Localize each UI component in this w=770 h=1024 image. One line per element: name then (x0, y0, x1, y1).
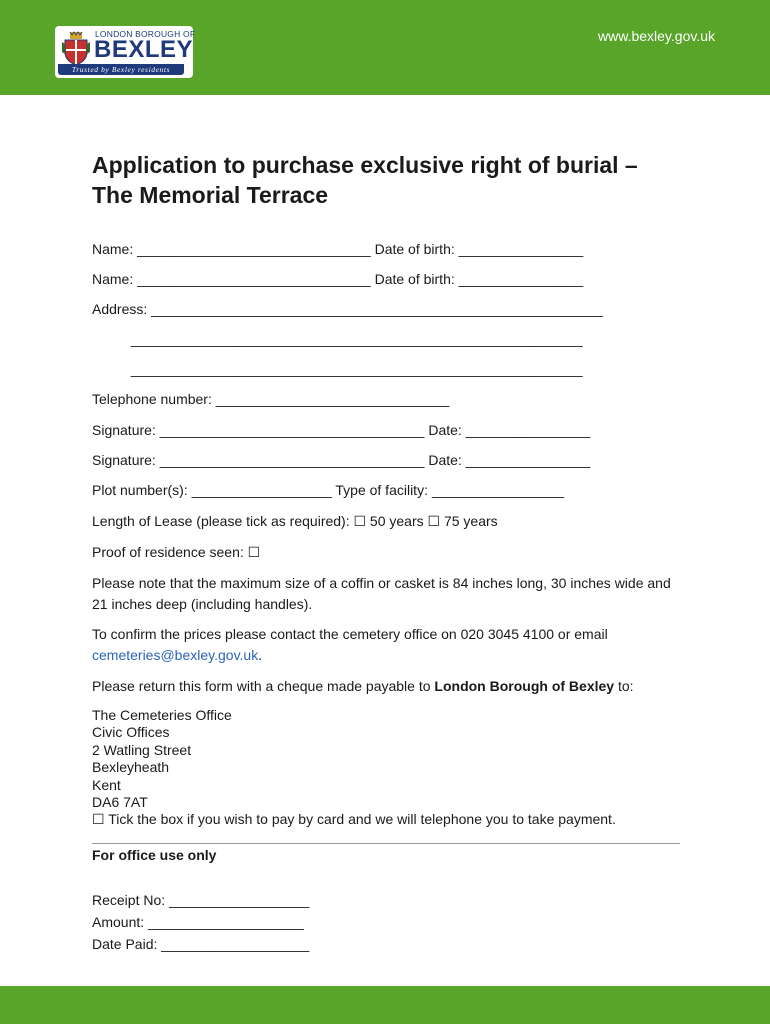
lease-checkboxes[interactable]: Length of Lease (please tick as required): ☐ 50 years ☐ 75 years (92, 513, 498, 529)
name-field-2[interactable]: Name: ______________________________ Date of birth: ________________ (92, 271, 584, 287)
site-url-link[interactable]: www.bexley.gov.uk (598, 28, 715, 44)
name-field-1[interactable]: Name: ______________________________ Date of birth: ________________ (92, 241, 584, 257)
office-use-title: For office use only (92, 847, 217, 863)
logo-strapline: Trusted by Bexley residents (58, 64, 184, 75)
address-field-1[interactable]: Address: __________________________________________________________ (92, 301, 603, 317)
address-line: Civic Offices (92, 724, 170, 741)
office-use-divider (92, 843, 680, 844)
return-end: to: (614, 678, 634, 694)
receipt-no-field[interactable]: Receipt No: __________________ (92, 892, 310, 908)
coffin-size-note: Please note that the maximum size of a coffin or casket is 84 inches long, 30 inches wide and 21 inches deep (including handles). (92, 575, 671, 612)
crest-icon (61, 30, 91, 66)
logo-top-text: LONDON BOROUGH OF (95, 29, 196, 39)
address-line: Bexleyheath (92, 759, 170, 776)
confirm-prices-text (92, 624, 682, 666)
office-use-section (92, 889, 309, 955)
address-line: 2 Watling Street (92, 741, 192, 758)
confirm-end: . (258, 647, 263, 663)
date-paid-field[interactable]: Date Paid: ___________________ (92, 936, 310, 952)
confirm-text: To confirm the prices please contact the cemetery office on 020 3045 4100 or email (92, 626, 608, 642)
logo-main-text: BEXLEY (94, 36, 194, 63)
return-address (92, 707, 616, 829)
return-instructions (92, 676, 682, 697)
card-payment-checkbox[interactable]: ☐ Tick the box if you wish to pay by card and we will telephone you to take payment. (92, 811, 616, 828)
signature-field-2[interactable]: Signature: __________________________________ Date: ________________ (92, 452, 591, 468)
return-text: Please return this form with a cheque made payable to (92, 678, 435, 694)
signature-field-1[interactable]: Signature: __________________________________ Date: ________________ (92, 422, 591, 438)
address-line: Kent (92, 776, 121, 793)
bexley-logo[interactable] (55, 26, 196, 78)
form-title-line1: Application to purchase exclusive right of burial – (92, 152, 638, 178)
return-payee: London Borough of Bexley (434, 678, 615, 694)
address-line: DA6 7AT (92, 794, 148, 811)
cemeteries-email-link[interactable]: cemeteries@bexley.gov.uk (92, 647, 259, 663)
proof-checkbox[interactable]: Proof of residence seen: ☐ (92, 544, 261, 560)
address-line: The Cemeteries Office (92, 707, 232, 723)
address-field-3[interactable]: __________________________________________________________ (92, 361, 583, 377)
form-title (92, 150, 692, 210)
address-field-2[interactable]: __________________________________________________________ (92, 331, 583, 347)
amount-field[interactable]: Amount: ____________________ (92, 914, 304, 930)
plot-field[interactable]: Plot number(s): __________________ Type of facility: _________________ (92, 482, 565, 498)
footer-band (0, 986, 770, 1024)
telephone-field[interactable]: Telephone number: ______________________________ (92, 391, 450, 407)
form-title-line2: The Memorial Terrace (92, 182, 329, 208)
